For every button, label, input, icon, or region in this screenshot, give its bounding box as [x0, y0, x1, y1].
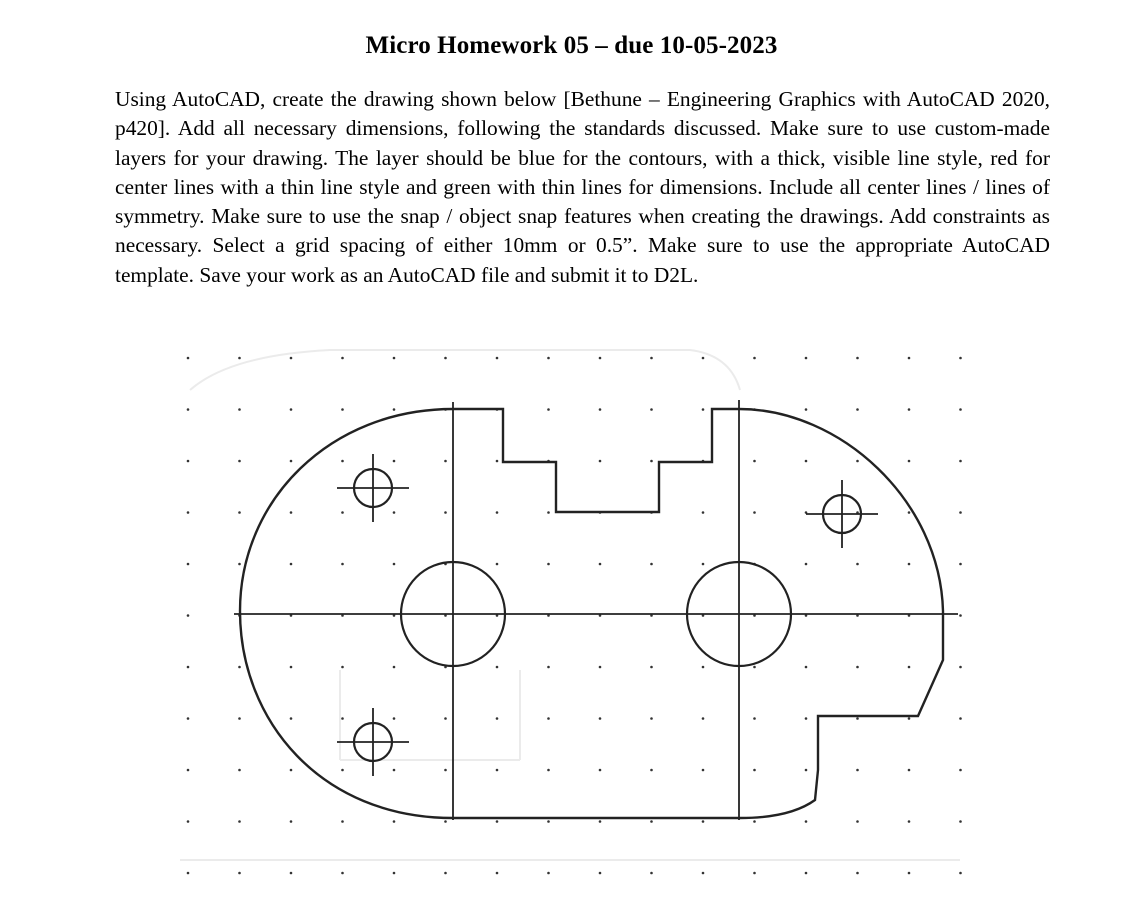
grid-dot	[650, 769, 653, 772]
grid-dot	[187, 769, 190, 772]
grid-dot	[547, 408, 550, 411]
grid-dot	[290, 717, 293, 720]
grid-dot	[444, 872, 447, 875]
grid-dot	[238, 769, 241, 772]
grid-dot	[599, 460, 602, 463]
grid-dot	[805, 563, 808, 566]
grid-dot	[393, 460, 396, 463]
grid-dot	[238, 408, 241, 411]
grid-dot	[341, 820, 344, 823]
grid-dot	[187, 666, 190, 669]
grid-dot	[238, 717, 241, 720]
grid-dot	[908, 717, 911, 720]
grid-dot	[290, 769, 293, 772]
grid-dot	[856, 357, 859, 360]
grid-dot	[753, 820, 756, 823]
grid-dot	[187, 563, 190, 566]
grid-dot	[753, 872, 756, 875]
grid-dot	[187, 511, 190, 514]
grid-dot	[959, 769, 962, 772]
grid-dot	[959, 666, 962, 669]
grid-dot	[547, 357, 550, 360]
grid-dot	[650, 408, 653, 411]
grid-dot	[856, 820, 859, 823]
grid-dot	[238, 666, 241, 669]
grid-dot	[290, 408, 293, 411]
grid-dot	[290, 357, 293, 360]
grid-dot	[547, 820, 550, 823]
grid-dot	[341, 769, 344, 772]
grid-dot	[650, 563, 653, 566]
grid-dot	[187, 872, 190, 875]
grid-dot	[805, 408, 808, 411]
grid-dot	[599, 357, 602, 360]
grid-dot	[496, 820, 499, 823]
grid-dot	[444, 511, 447, 514]
grid-dot	[187, 820, 190, 823]
grid-dot	[496, 357, 499, 360]
grid-dot	[599, 769, 602, 772]
grid-dot	[238, 460, 241, 463]
grid-dot	[856, 460, 859, 463]
grid-dot	[650, 872, 653, 875]
grid-dot	[341, 717, 344, 720]
grid-dot	[187, 460, 190, 463]
grid-dot	[341, 511, 344, 514]
small-hole-right	[806, 480, 878, 548]
grid-dot	[599, 666, 602, 669]
grid-dot	[187, 357, 190, 360]
grid-dot	[547, 666, 550, 669]
grid-dot	[496, 872, 499, 875]
grid-dot	[959, 460, 962, 463]
grid-dot	[547, 563, 550, 566]
grid-dot	[393, 511, 396, 514]
grid-dot	[341, 666, 344, 669]
center-lines	[234, 400, 958, 820]
grid-dot	[393, 563, 396, 566]
grid-dot	[959, 717, 962, 720]
grid-dot	[650, 820, 653, 823]
grid-dot	[290, 460, 293, 463]
grid-dot	[959, 357, 962, 360]
grid-dot	[702, 408, 705, 411]
grid-dot	[959, 614, 962, 617]
grid-dot	[238, 820, 241, 823]
grid-dot	[393, 717, 396, 720]
grid-dot	[805, 769, 808, 772]
grid-dot	[908, 666, 911, 669]
grid-dot	[753, 460, 756, 463]
grid-dot	[959, 872, 962, 875]
grid-dot	[444, 357, 447, 360]
grid-dot	[702, 666, 705, 669]
grid-dot	[702, 563, 705, 566]
grid-dot	[702, 872, 705, 875]
grid-dot	[856, 769, 859, 772]
grid-dot	[393, 820, 396, 823]
grid-dot	[908, 408, 911, 411]
grid-dot	[341, 460, 344, 463]
grid-dot	[959, 563, 962, 566]
grid-dot	[908, 357, 911, 360]
grid-dot	[290, 511, 293, 514]
grid-dot	[702, 820, 705, 823]
grid-dot	[496, 460, 499, 463]
grid-dot	[753, 769, 756, 772]
grid-dot	[908, 563, 911, 566]
grid-dot	[187, 408, 190, 411]
grid-dot	[393, 666, 396, 669]
grid-dot	[547, 511, 550, 514]
grid-dot	[341, 872, 344, 875]
grid-dot	[805, 666, 808, 669]
grid-dot	[547, 769, 550, 772]
grid-dot	[393, 408, 396, 411]
grid-dot	[702, 511, 705, 514]
grid-dot	[393, 769, 396, 772]
grid-dot	[753, 357, 756, 360]
small-holes	[337, 454, 878, 776]
grid-dot	[908, 511, 911, 514]
grid-dot	[238, 563, 241, 566]
grid-dot	[393, 872, 396, 875]
grid-dot	[496, 666, 499, 669]
grid-dot	[290, 820, 293, 823]
grid-dot	[599, 408, 602, 411]
faint-construction-lines	[180, 350, 960, 860]
small-hole-lower-left	[337, 708, 409, 776]
grid-dot	[805, 872, 808, 875]
grid-dot	[290, 666, 293, 669]
grid-dot	[753, 666, 756, 669]
grid-dot	[187, 717, 190, 720]
grid-dot	[496, 769, 499, 772]
grid-dot	[702, 769, 705, 772]
grid-dot	[908, 872, 911, 875]
grid-dot	[341, 408, 344, 411]
grid-dot	[856, 666, 859, 669]
grid-dot	[805, 357, 808, 360]
grid-dot	[547, 872, 550, 875]
grid-dot	[187, 614, 190, 617]
grid-dot	[753, 717, 756, 720]
grid-dot	[341, 357, 344, 360]
grid-dot	[444, 460, 447, 463]
grid-dot	[753, 511, 756, 514]
grid-dot	[702, 717, 705, 720]
grid-dot	[393, 357, 396, 360]
grid-dot	[805, 717, 808, 720]
grid-dot	[496, 511, 499, 514]
grid-dot	[444, 769, 447, 772]
snap-grid-dots	[187, 357, 962, 875]
instructions-paragraph: Using AutoCAD, create the drawing shown below [Bethune – Engineering Graphics with AutoCAD 2020, p420]. Add all necessary dimensions, following the standards discussed. Make sure to use custom-made layers for your drawing. The layer should be blue for the contours, with a thick, visible line style, red for center lines with a thin line style and green with thin lines for dimensions. Include all center lines / lines of symmetry. Make sure to use the snap / object snap features when creating the drawings. Add constraints as necessary. Select a grid spacing of either 10mm or 0.5”. Make sure to use the appropriate AutoCAD template. Save your work as an AutoCAD file and submit it to D2L.	[115, 87, 1050, 287]
grid-dot	[444, 717, 447, 720]
grid-dot	[599, 820, 602, 823]
grid-dot	[238, 357, 241, 360]
grid-dot	[805, 460, 808, 463]
grid-dot	[290, 872, 293, 875]
grid-dot	[238, 872, 241, 875]
grid-dot	[599, 872, 602, 875]
grid-dot	[650, 357, 653, 360]
grid-dot	[650, 717, 653, 720]
grid-dot	[496, 563, 499, 566]
grid-dot	[650, 666, 653, 669]
grid-dot	[856, 408, 859, 411]
grid-dot	[496, 717, 499, 720]
grid-dot	[650, 460, 653, 463]
grid-dot	[908, 769, 911, 772]
grid-dot	[444, 820, 447, 823]
grid-dot	[959, 511, 962, 514]
grid-dot	[856, 563, 859, 566]
grid-dot	[341, 563, 344, 566]
grid-dot	[547, 717, 550, 720]
grid-dot	[908, 460, 911, 463]
grid-dot	[959, 820, 962, 823]
grid-dot	[805, 820, 808, 823]
grid-dot	[290, 563, 293, 566]
grid-dot	[238, 511, 241, 514]
grid-dot	[856, 872, 859, 875]
grid-dot	[599, 563, 602, 566]
grid-dot	[856, 717, 859, 720]
grid-dot	[908, 820, 911, 823]
page-title: Micro Homework 05 – due 10-05-2023	[365, 32, 778, 59]
small-hole-upper-left	[337, 454, 409, 522]
grid-dot	[599, 717, 602, 720]
grid-dot	[702, 357, 705, 360]
grid-dot	[959, 408, 962, 411]
